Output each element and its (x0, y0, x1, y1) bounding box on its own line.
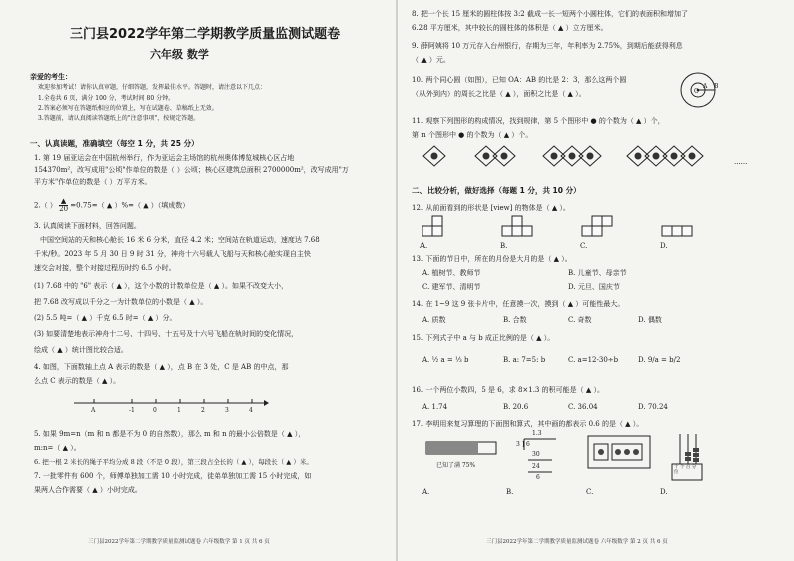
q14-option-a: A. 质数 (422, 316, 446, 324)
q3-line-7: (2) 5.5 吨=（ ▲ ）千克 6.5 时=（ ▲ ）分。 (34, 314, 177, 322)
cube-face (432, 216, 442, 226)
q12-option-label: A. (420, 242, 428, 250)
q2-prefix: 2.（ ） (34, 201, 57, 210)
q5-line-2: m:n=（ ▲ ）。 (34, 444, 81, 452)
cube-face (592, 216, 602, 226)
cube-face (422, 226, 432, 236)
q1-line-1: 1. 第 19 届亚运会在中国杭州举行，作为亚运会主场馆的杭州奥体博览城核心区占地 (34, 154, 295, 162)
q3-line-8: (3) 如要清楚地表示神舟十二号、十四号、十五号及十六号飞船在轨时间的变化情况， (34, 330, 299, 338)
footer-page-1: 三门县2022学年第二学期教学质量监测试题卷 六年级数学 第 1 页 共 6 页 (88, 539, 270, 545)
q16-option-c: C. 36.04 (568, 403, 598, 411)
cube-face (582, 226, 592, 236)
q10-line-1: 10. 两个同心圆（如图），已知 OA：AB 的比是 2：3，那么这两个圆 (412, 76, 627, 84)
q3-line-4: 速交会对接，整个对接过程历时约 6.5 小时。 (34, 264, 176, 272)
exam-title: 三门县2022学年第二学期教学质量监测试题卷 (70, 27, 341, 42)
pattern-dot (551, 153, 558, 160)
note-2: 2.答案必须写在答题纸相应的位置上，写在试题卷、草稿纸上无效。 (38, 105, 218, 112)
q16-option-d: D. 70.24 (638, 403, 668, 411)
q6: 6. 把一根 2 米长的绳子平均分成 8 段（不是 0 段），第三段占全长的（ ▲ ），每段长（ ▲ ）米。 (34, 458, 313, 466)
q10-line-2: （从外到内）的周长之比是（ ▲ ），面积之比是（ ▲ ）。 (412, 90, 586, 98)
cube-face (432, 226, 442, 236)
q15-option-d (638, 356, 680, 365)
q17-b-remainder: 6 (536, 474, 540, 481)
pattern-ellipsis: ...... (734, 158, 748, 166)
q7-line-2: 果两人合作需要（ ▲ ）小时完成。 (34, 486, 142, 494)
counter-2 (615, 449, 621, 455)
bead-2 (685, 457, 691, 461)
progress-fill (426, 442, 478, 454)
q17-figure-d-abacus (668, 428, 708, 484)
bead-4 (693, 453, 699, 457)
q16-text: 16. 一个两位小数四，5 是 6，求 8×1.3 的积可能是（ ▲ ）。 (412, 386, 604, 394)
q13-option-a: A. 植树节、教师节 (422, 269, 481, 277)
cube-face (522, 226, 532, 236)
q1-line-2: 154370m²，改写成用"公顷"作单位的数是（ ）公顷；核心区建筑总面积 2700000m²，改写成用"万 (34, 166, 349, 174)
q17-figure-a (422, 432, 502, 480)
axis-arrow (264, 400, 269, 406)
bead-3 (693, 448, 699, 452)
q14-option-b: B. 合数 (503, 316, 527, 324)
q16-option-a: A. 1.74 (422, 403, 448, 411)
q14-option-d: D. 偶数 (638, 316, 662, 324)
axis-label: 2 (201, 407, 205, 414)
axis-label: A (91, 407, 96, 414)
q1-line-3: 平方米"作单位的数是（ ）万平方米。 (34, 178, 152, 186)
pattern-dot (689, 153, 696, 160)
q14-text: 14. 在 1~9 这 9 张卡片中，任意摸一次，摸到（ ▲ ）可能性最大。 (412, 300, 625, 308)
section-2-heading: 二、比较分析，做好选择（每题 1 分，共 10 分） (412, 186, 581, 195)
q2-rest: =0.75=（ ▲ ）%=（ ▲ ）（填成数） (70, 201, 190, 210)
greeting: 亲爱的考生： (30, 72, 72, 81)
q17-b-step2: 24 (532, 463, 540, 470)
q2-numerator: ▲ (60, 197, 67, 205)
pattern-dot (653, 153, 660, 160)
q17-text: 17. 李明用来复习算理的下面图和算式，其中画的都表示 0.6 的是（ ▲ ）。 (412, 420, 644, 428)
q17-a-label: 已知了满 75% (436, 462, 476, 469)
axis-label: 3 (225, 407, 229, 414)
label-O: O (694, 88, 699, 95)
cube-face (592, 226, 602, 236)
label-A: A (703, 83, 708, 90)
q3-line-1: 3. 认真阅读下面材料，回答问题。 (34, 222, 141, 230)
q13-text: 13. 下面的节日中，所在的月份是大月的是（ ▲ ）。 (412, 255, 572, 263)
q3-line-9: 绘成（ ▲ ）统计图比较合适。 (34, 346, 128, 354)
cube-face (672, 226, 682, 236)
q7-line-1: 7. 一批零件有 600 个，师傅单独加工需 10 小时完成，徒弟单独加工需 15 小时完成，如 (34, 472, 312, 480)
number-line (70, 393, 270, 421)
q12-text: 12. 从前面看到的形状是 [view] 的物体是（ ▲ ）。 (412, 204, 570, 212)
cube-face (602, 216, 612, 226)
cube-face (682, 226, 692, 236)
q16-option-b: B. 20.6 (503, 403, 529, 411)
q15-option-c: C. a=12-30÷b (568, 356, 619, 364)
axis-label: 0 (153, 407, 157, 414)
pattern-dot (569, 153, 576, 160)
q2-denominator: 20 (59, 205, 69, 213)
cube-face (662, 226, 672, 236)
pattern-dot (431, 153, 438, 160)
q9-line-2: （ ▲ ）元。 (412, 56, 450, 64)
axis-label: 1 (177, 407, 181, 414)
q17-option-a: A. (422, 488, 430, 496)
q12-option-label: B. (500, 242, 508, 250)
q3-line-2: 中国空间站的天和核心舱长 16 米 6 分米，直径 4.2 米；空间站在轨道运动，速度达 7.68 (40, 236, 320, 244)
cube-face (512, 216, 522, 226)
label-B: B (714, 83, 719, 90)
q13-option-d: D. 元旦、国庆节 (568, 283, 620, 291)
q14-option-c: C. 奇数 (568, 316, 592, 324)
intro-text: 欢迎参加考试！请你认真审题，仔细答题，发挥最佳水平。答题时，请注意以下几点： (38, 84, 267, 91)
q15-option-d-letter: D. (638, 356, 646, 364)
exam-subtitle: 六年级 数学 (150, 48, 209, 61)
pattern-dot (635, 153, 642, 160)
q15-option-a (422, 356, 469, 365)
axis-label: -1 (129, 407, 135, 414)
q13-option-b: B. 儿童节、母亲节 (568, 269, 627, 277)
q5-line-1: 5. 如果 9m=n（m 和 n 都是不为 0 的自然数），那么 m 和 n 的最小公倍数是（ ▲ ）， (34, 430, 306, 438)
q2-fraction (59, 198, 68, 213)
q17-option-b: B. (506, 488, 514, 496)
q17-b-quotient: 1.3 (532, 430, 542, 437)
q17-option-d: D. (660, 488, 668, 496)
pattern-dot (483, 153, 490, 160)
note-3: 3.答题前，请认真阅读答题纸上的"注意事项"，按规定答题。 (38, 115, 200, 122)
q8-line-2: 6.28 平方厘米，其中较长的圆柱体的体积是（ ▲ ）立方厘米。 (412, 24, 608, 32)
q4-line-1: 4. 如图，下面数轴上点 A 表示的数是（ ▲ ），点 B 在 3 处，C 是 AB 的中点，那 (34, 363, 289, 371)
q17-d-label: 十 个 百 分 位 (674, 465, 697, 475)
pattern-dot (587, 153, 594, 160)
q3-line-3: 千米/秒。2023 年 5 月 30 日 9 时 31 分，神舟十六号载人飞船与天和核心舱实现自主快 (34, 250, 311, 258)
cube-face (512, 226, 522, 236)
q12-options-figures (422, 214, 742, 244)
q11-line-2: 第 n 个图形中 ● 的个数为（ ▲ ）个。 (412, 131, 533, 139)
q3-line-6: 把 7.68 改写成以千分之一为计数单位的小数是（ ▲ ）。 (34, 298, 208, 306)
q12-option-label: D. (660, 242, 668, 250)
q15-option-a-letter: A. (422, 356, 430, 364)
page-1 (0, 0, 396, 561)
pattern-dot (501, 153, 508, 160)
bead-1 (685, 452, 691, 456)
footer-page-2: 三门县2022学年第二学期教学质量监测试题卷 六年级数学 第 2 页 共 6 页 (486, 539, 668, 545)
q15-text: 15. 下列式子中 a 与 b 成正比例的是（ ▲ ）。 (412, 334, 555, 342)
page-2 (398, 0, 794, 561)
q17-b-dividend: 3 ] 6 (516, 441, 530, 448)
q3-line-5: (1) 7.68 中的 "6" 表示（ ▲ ），这个小数的计数单位是（ ▲ ）。如果不改变大小， (34, 282, 288, 290)
q2 (34, 198, 189, 213)
q9-line-1: 9. 薛阿姨将 10 万元存入台州银行，存期为三年，年利率为 2.75%，到期后能获得利息 (412, 42, 683, 50)
q15-option-b: B. a: 7=5: b (503, 356, 546, 364)
counter-1 (598, 449, 604, 455)
note-1: 1.全卷共 6 页，满分 100 分，考试时间 80 分钟。 (38, 95, 175, 102)
q13-option-c: C. 建军节、清明节 (422, 283, 481, 291)
counter-4 (633, 449, 639, 455)
q11-line-1: 11. 观察下列图形的构成情况，找到规律，第 5 个图形中 ● 的个数为（ ▲ ）个， (412, 117, 665, 125)
pattern-figures (422, 144, 722, 170)
q12-option-label: C. (580, 242, 588, 250)
q17-b-step1: 30 (532, 451, 540, 458)
axis-label: 4 (249, 407, 253, 414)
q4-line-2: 么点 C 表示的数是（ ▲ ）。 (34, 377, 121, 385)
q15-option-a-expr: ½ a = ⅓ b (431, 356, 469, 364)
cube-face (502, 226, 512, 236)
pattern-dot (671, 153, 678, 160)
q8-line-1: 8. 把一个长 15 厘米的圆柱体按 3:2 截成一长一短两个小圆柱体，它们的表面积和增加了 (412, 10, 688, 18)
q17-option-c: C. (586, 488, 594, 496)
counter-3 (624, 449, 630, 455)
bead-5 (693, 458, 699, 462)
section-1-heading: 一、认真读题，准确填空（每空 1 分，共 25 分） (30, 139, 199, 148)
q17-figure-c (586, 432, 656, 474)
q15-option-d-expr: 9/a = b/2 (647, 356, 681, 364)
